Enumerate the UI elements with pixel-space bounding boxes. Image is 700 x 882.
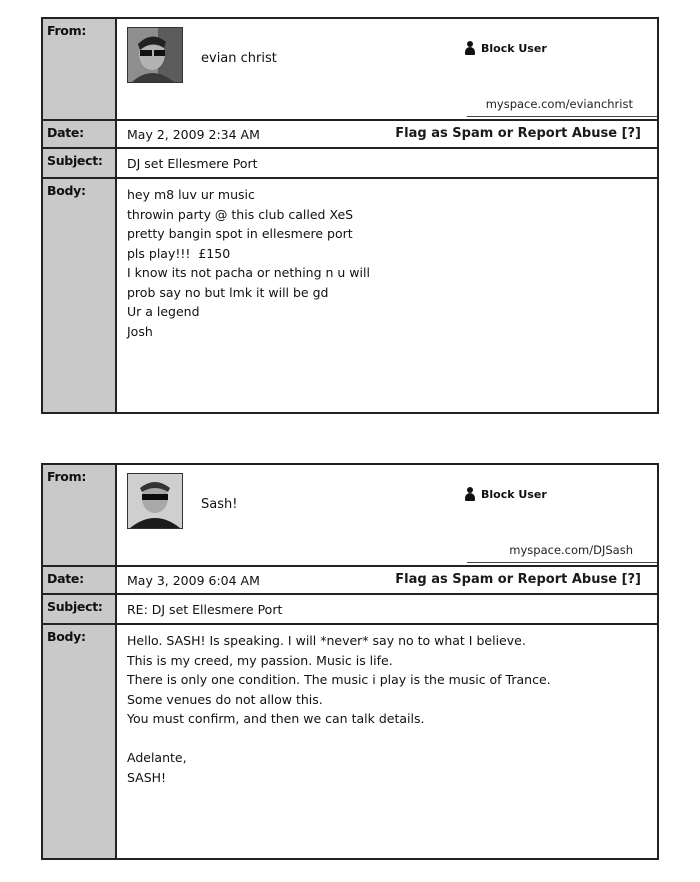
user-block-icon (465, 41, 475, 55)
message-date: May 3, 2009 6:04 AM (127, 573, 260, 588)
from-label: From: (43, 465, 117, 565)
from-cell (117, 465, 657, 565)
subject-cell (117, 149, 657, 177)
divider (467, 116, 657, 117)
message-body (127, 631, 647, 787)
block-user-label: Block User (481, 487, 547, 501)
body-line: pretty bangin spot in ellesmere port (127, 226, 353, 241)
body-line: Some venues do not allow this. (127, 691, 323, 707)
body-line: throwin party @ this club called XeS (127, 206, 354, 222)
sender-avatar[interactable] (127, 473, 183, 529)
body-line: pls play!!! £150 (127, 245, 231, 261)
divider (467, 562, 657, 563)
date-cell (117, 567, 657, 593)
subject-cell (117, 595, 657, 623)
sender-avatar[interactable] (127, 27, 183, 83)
message-subject: DJ set Ellesmere Port (127, 156, 258, 171)
body-cell (117, 625, 657, 858)
body-row (43, 179, 657, 412)
message-date: May 2, 2009 2:34 AM (127, 127, 260, 142)
body-line: You must confirm, and then we can talk details. (127, 711, 425, 726)
body-line: I know its not pacha or nething n u will (127, 265, 370, 280)
body-row (43, 625, 657, 858)
body-line: This is my creed, my passion. Music is life. (127, 652, 393, 668)
block-user-button[interactable] (465, 41, 547, 55)
body-line: SASH! (127, 769, 167, 785)
body-line: Ur a legend (127, 304, 200, 319)
message-body (127, 185, 647, 341)
date-label: Date: (43, 567, 117, 593)
date-label: Date: (43, 121, 117, 147)
user-block-icon (465, 487, 475, 501)
date-row (43, 567, 657, 595)
message-card (41, 17, 659, 414)
from-row (43, 465, 657, 567)
message-subject: RE: DJ set Ellesmere Port (127, 602, 283, 617)
message-card (41, 463, 659, 860)
profile-url-link[interactable]: myspace.com/evianchrist (485, 97, 633, 111)
date-cell (117, 121, 657, 147)
date-row (43, 121, 657, 149)
flag-spam-link[interactable]: Flag as Spam or Report Abuse [?] (395, 572, 641, 587)
body-line: Adelante, (127, 750, 187, 765)
subject-label: Subject: (43, 595, 117, 623)
body-line: Josh (127, 323, 153, 339)
body-line: Hello. SASH! Is speaking. I will *never* say no to what I believe. (127, 633, 526, 648)
subject-row (43, 595, 657, 625)
body-line: hey m8 luv ur music (127, 187, 255, 202)
from-label: From: (43, 19, 117, 119)
from-row (43, 19, 657, 121)
subject-label: Subject: (43, 149, 117, 177)
profile-url-link[interactable]: myspace.com/DJSash (509, 543, 633, 557)
sender-name[interactable]: evian christ (201, 51, 277, 66)
subject-row (43, 149, 657, 179)
block-user-button[interactable] (465, 487, 547, 501)
body-line: prob say no but lmk it will be gd (127, 284, 329, 300)
body-label: Body: (43, 625, 117, 858)
body-line: There is only one condition. The music i play is the music of Trance. (127, 672, 551, 687)
sender-name[interactable]: Sash! (201, 497, 238, 512)
block-user-label: Block User (481, 41, 547, 55)
body-line (127, 729, 647, 749)
body-label: Body: (43, 179, 117, 412)
flag-spam-link[interactable]: Flag as Spam or Report Abuse [?] (395, 126, 641, 141)
body-cell (117, 179, 657, 412)
from-cell (117, 19, 657, 119)
